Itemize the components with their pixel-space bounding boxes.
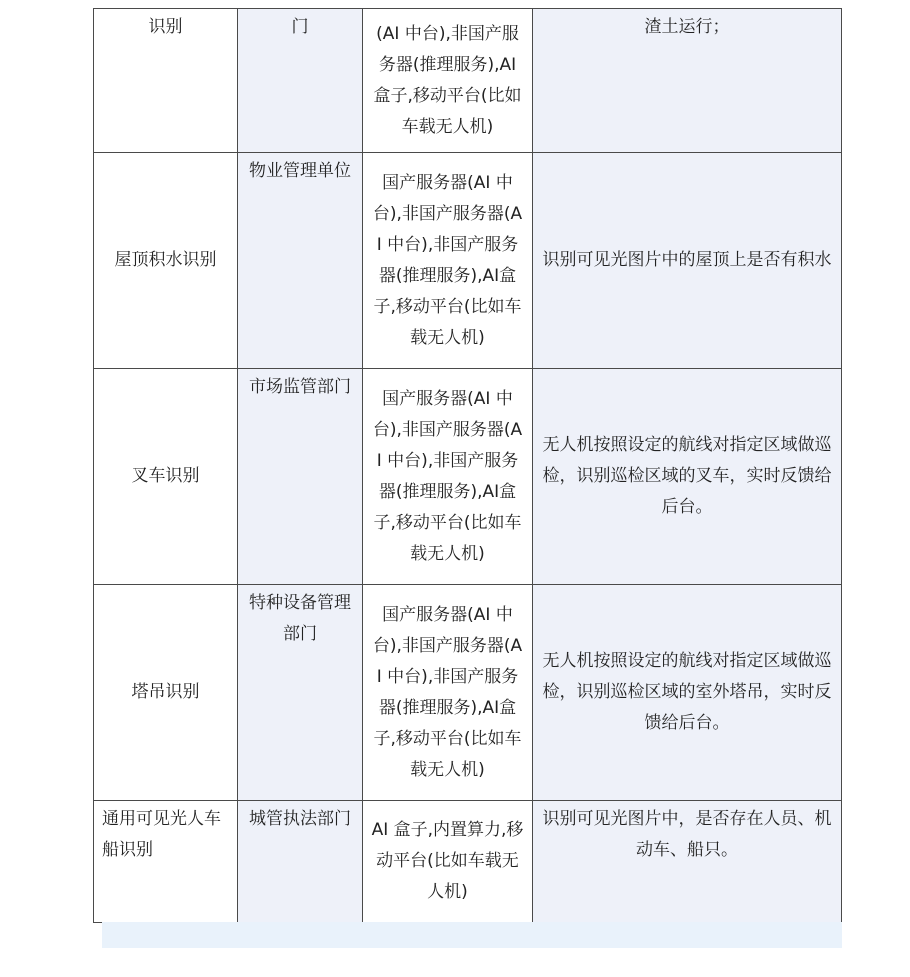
table-row xyxy=(94,153,842,369)
cell-description: 渣土运行； xyxy=(533,9,842,153)
cell-description: 无人机按照设定的航线对指定区域做巡检，识别巡检区域的室外塔吊，实时反馈给后台。 xyxy=(533,585,842,801)
algorithm-table xyxy=(93,8,842,923)
cell-description: 识别可见光图片中的屋顶上是否有积水 xyxy=(533,153,842,369)
table-row xyxy=(94,369,842,585)
cell-department: 市场监管部门 xyxy=(238,369,363,585)
cell-platform: AI 盒子,内置算力,移动平台(比如车载无人机) xyxy=(363,801,533,923)
cell-platform: 国产服务器(AI 中台),非国产服务器(AI 中台),非国产服务器(推理服务),AI盒子,移动平台(比如车载无人机) xyxy=(363,153,533,369)
bottom-shaded-band xyxy=(102,922,842,948)
cell-name: 叉车识别 xyxy=(94,369,238,585)
cell-department: 物业管理单位 xyxy=(238,153,363,369)
cell-name: 通用可见光人车船识别 xyxy=(94,801,238,923)
cell-department: 特种设备管理部门 xyxy=(238,585,363,801)
cell-platform: (AI 中台),非国产服务器(推理服务),AI盒子,移动平台(比如车载无人机) xyxy=(363,9,533,153)
cell-platform: 国产服务器(AI 中台),非国产服务器(AI 中台),非国产服务器(推理服务),AI盒子,移动平台(比如车载无人机) xyxy=(363,369,533,585)
cell-platform: 国产服务器(AI 中台),非国产服务器(AI 中台),非国产服务器(推理服务),AI盒子,移动平台(比如车载无人机) xyxy=(363,585,533,801)
table-row xyxy=(94,801,842,923)
table-row xyxy=(94,585,842,801)
table-row xyxy=(94,9,842,153)
cell-description: 识别可见光图片中，是否存在人员、机动车、船只。 xyxy=(533,801,842,923)
cell-department: 城管执法部门 xyxy=(238,801,363,923)
cell-name: 塔吊识别 xyxy=(94,585,238,801)
cell-name: 识别 xyxy=(94,9,238,153)
cell-department: 门 xyxy=(238,9,363,153)
cell-name: 屋顶积水识别 xyxy=(94,153,238,369)
cell-description: 无人机按照设定的航线对指定区域做巡检，识别巡检区域的叉车，实时反馈给后台。 xyxy=(533,369,842,585)
